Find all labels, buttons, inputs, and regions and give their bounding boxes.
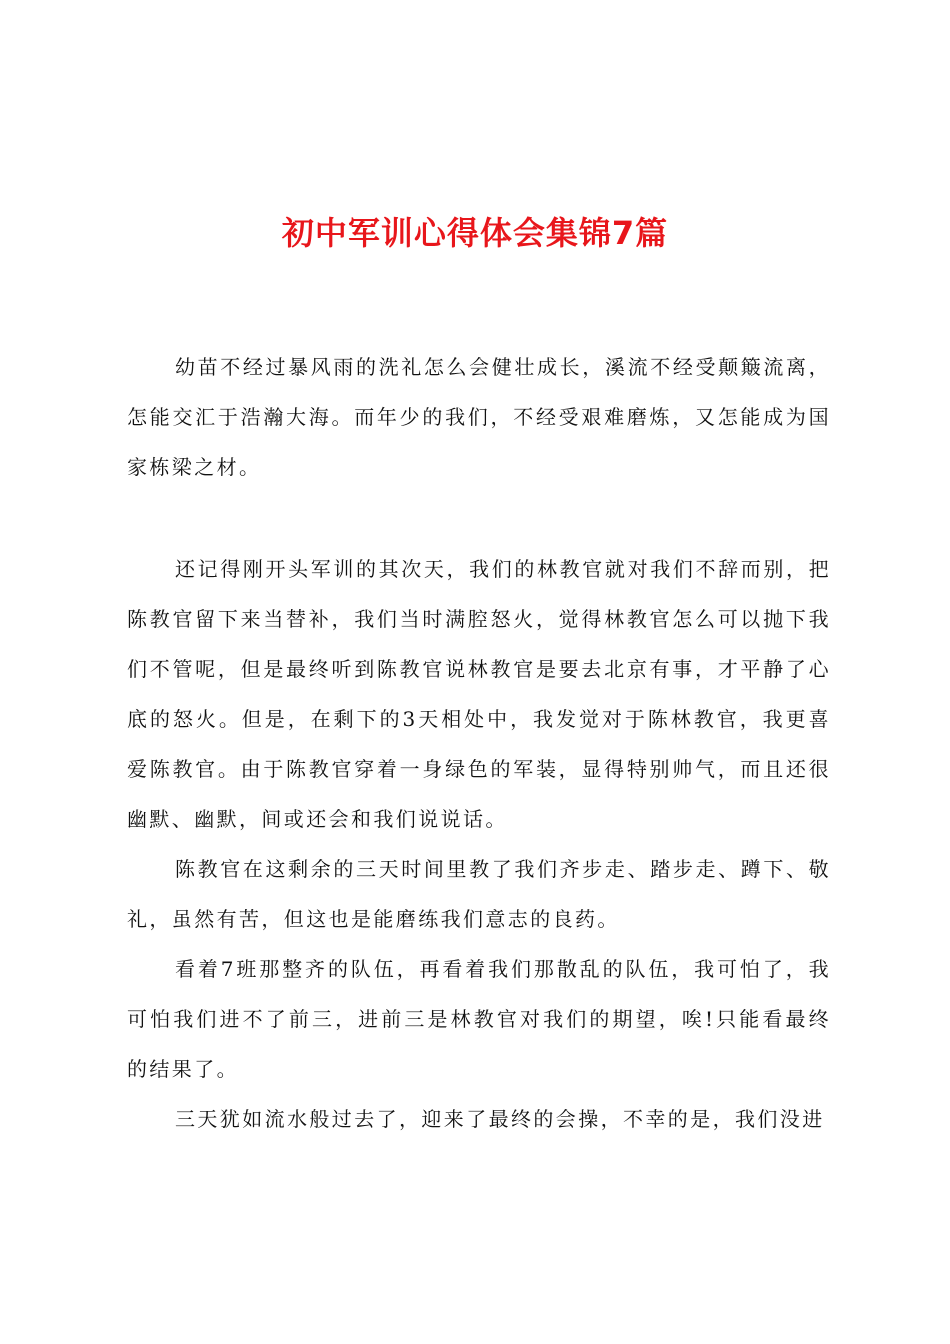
paragraph-4: 看着7班那整齐的队伍，再看着我们那散乱的队伍，我可怕了，我可怕我们进不了前三，进前三是林教官对我们的期望，唉!只能看最终的结果了。 xyxy=(127,957,831,1081)
paragraph-3: 陈教官在这剩余的三天时间里教了我们齐步走、踏步走、蹲下、敬礼，虽然有苦，但这也是能磨练我们意志的良药。 xyxy=(127,857,831,931)
document-body xyxy=(127,342,831,1144)
document-title: 初中军训心得体会集锦7篇 xyxy=(281,214,669,252)
paragraph-5: 三天犹如流水般过去了，迎来了最终的会操，不幸的是，我们没进 xyxy=(175,1107,825,1131)
paragraph-1: 幼苗不经过暴风雨的洗礼怎么会健壮成长，溪流不经受颠簸流离，怎能交汇于浩瀚大海。而年少的我们，不经受艰难磨炼，又怎能成为国家栋梁之材。 xyxy=(127,355,831,479)
paragraph-2: 还记得刚开头军训的其次天，我们的林教官就对我们不辞而别，把陈教官留下来当替补，我们当时满腔怒火，觉得林教官怎么可以抛下我们不管呢，但是最终听到陈教官说林教官是要去北京有事，才平静了心底的怒火。但是，在剩下的3天相处中，我发觉对于陈林教官，我更喜爱陈教官。由于陈教官穿着一身绿色的军装，显得特别帅气，而且还很幽默、幽默，间或还会和我们说说话。 xyxy=(127,557,831,831)
